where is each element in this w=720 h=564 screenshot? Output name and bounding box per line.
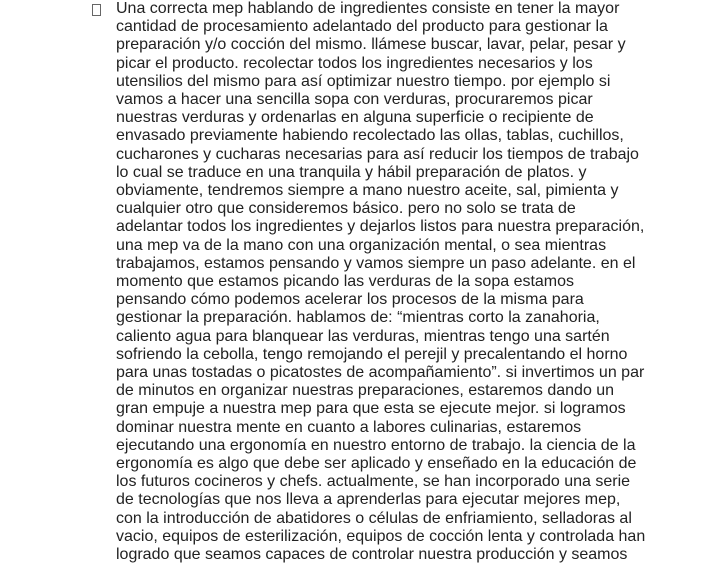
bullet-paragraph: Una correcta mep hablando de ingredientes consiste en tener la mayor cantidad de procesamiento adelantado del producto para gestionar la preparación y/o cocción del mismo. llámese buscar, lavar, pelar, pesar y picar el producto. recolectar todos los ingredientes necesarios y los utensilios del mismo para así optimizar nuestro tiempo. por ejemplo si vamos a hacer una sencilla sopa con verduras, procuraremos picar nuestras verduras y ordenarlas en alguna superficie o recipiente de envasado previamente habiendo recolectado las ollas, tablas, cuchillos, cucharones y cucharas necesarias para así reducir los tiempos de trabajo lo cual se traduce en una tranquila y hábil preparación de platos. y obviamente, tendremos siempre a mano nuestro aceite, sal, pimienta y cualquier otro que consideremos básico. pero no solo se trata de adelantar todos los ingredientes y dejarlos listos para nuestra preparación, una mep va de la mano con una organización mental, o sea mientras trabajamos, estamos pensando y vamos siempre un paso adelante. en el momento que estamos picando las verduras de la sopa estamos pensando cómo podemos acelerar los procesos de la misma para gestionar la preparación. hablamos de: “mientras corto la zanahoria, caliento agua para blanquear las verduras, mientras tengo una sartén sofriendo la cebolla, tengo remojando el perejil y precalentando el horno para unas tostadas o picatostes de acompañamiento”. si invertimos un par de minutos en organizar nuestras preparaciones, estaremos dando un gran empuje a nuestra mep para que esta se ejecute mejor. si logramos dominar nuestra mente en cuanto a labores culinarias, estaremos ejecutando una ergonomía en nuestro entorno de trabajo. la ciencia de la ergonomía es algo que debe ser aplicado y enseñado en la educación de los futuros cocineros y chefs. actualmente, se han incorporado una serie de tecnologías que nos lleva a aprenderlas para ejecutar mejores mep, con la introducción de abatidores o células de enfriamiento, selladoras al vacio, equipos de esterilización, equipos de cocción lenta y controlada han logrado que seamos capaces de controlar nuestra producción y seamos [116, 0, 646, 564]
square-bullet-icon [92, 2, 106, 20]
